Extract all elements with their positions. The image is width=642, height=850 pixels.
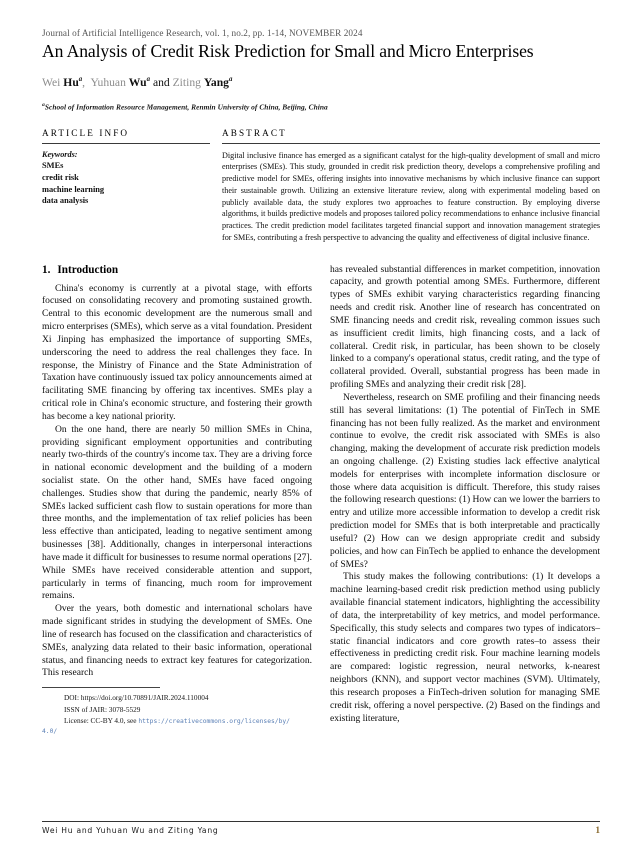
- license-link-continuation[interactable]: 4.0/: [42, 727, 58, 735]
- footnote-block: [42, 687, 312, 736]
- section-heading: [42, 264, 312, 276]
- paragraph: On the one hand, there are nearly 50 million SMEs in China, providing significant employment opportunities and contributing nearly two-thirds of the country's income tax. They are a driving force in national economic development and the building of a modern socialist state. On the other hand, SMEs have faced ongoing challenges. Studies show that during the pandemic, nearly 85% of SMEs lacked sufficient cash flow to sustain operations for more than three months, and the implementation of tax relief policies has been less effective than anticipated, leading to negative sentiment among businesses [38]. Additionally, changes in interpersonal interactions have made it difficult for businesses to resume normal operations [27]. While SMEs have received considerable attention and support, particularly in terms of financing, much room for improvement remains.: [42, 423, 312, 602]
- body-column-right: [330, 264, 600, 736]
- paragraph: has revealed substantial differences in market competition, innovation capacity, and growth potential among SMEs. Furthermore, different types of SMEs exhibit varying characteristics regarding financing needs and credit risk. Another line of research has concentrated on SME financing needs and credit risk, revealing common issues such as insufficient credit limits, high financing costs, and a lack of collateral. Credit risk, in particular, has been shown to be closely linked to a company's operational status, credit rating, and the type of collateral provided. Overall, substantial progress has been made in profiling SMEs and analyzing their credit risk [28].: [330, 263, 600, 391]
- author-list: [42, 76, 600, 89]
- footnote-license: [42, 715, 312, 727]
- paragraph: This study makes the following contributions: (1) It develops a machine learning-based credit risk prediction method using publicly available financial statement indicators, highlighting the accessibility of data, the interpretability of key metrics, and model performance. Specifically, this study selects and compares two types of indicators–static financial indicators and core growth rates–to assess their effectiveness in predicting credit risk. Four machine learning models are compared: logistic regression, neural networks, k-nearest neighbors (KNN), and support vector machines (SVM). Ultimately, this research proposes a FinTech-driven solution for managing SME credit risk, offering a novel perspective. (2) Based on the findings and existing literature,: [330, 571, 600, 724]
- author-separator-1: ,: [82, 76, 86, 90]
- keyword-item: credit risk: [42, 172, 79, 182]
- affiliation: [42, 102, 600, 111]
- footer-rule: [42, 821, 600, 822]
- abstract-label: ABSTRACT: [222, 127, 287, 138]
- footer-row: [42, 826, 600, 836]
- body-columns: [42, 264, 600, 736]
- article-info-column: [42, 128, 222, 244]
- abstract-text: Digital inclusive finance has emerged as a significant catalyst for the high-quality development of small and micro enterprises (SMEs). This study, grounded in credit risk prediction theory, develops a comprehensive profiling and predictive model for SMEs, offering insights into innovative mechanisms by which inclusive finance can support their sustainable growth. Utilizing an extensive literature review, along with experimental modeling based on publicly available data, the study explores two approaches to feature construction. By employing diverse algorithms, it builds predictive models and proposes tailored policy recommendations to enhance inclusive financial practices. The credit prediction model facilitates targeted financial support and innovation management strategies for SMEs, contributing a fresh perspective to advancing the quality and effectiveness of digital inclusive finance.: [222, 150, 600, 242]
- footnote-rule: [42, 687, 160, 688]
- page-title: An Analysis of Credit Risk Prediction for Small and Micro Enterprises: [42, 41, 534, 61]
- paragraph: China's economy is currently at a pivotal stage, with efforts focused on consolidating recovery and promoting sustained growth. Central to this economic development are the numerous small and micro enterprises (SMEs), which serve as a vital foundation. President Xi Jinping has emphasized the importance of supporting SMEs, underscoring the need to address the real challenges they face. In response, the Ministry of Finance and the State Administration of Taxation have continuously issued tax policy announcements aimed at facilitating SME financing by offering tax incentives. SMEs play a critical role in China's economic structure, and fostering their growth has become a key national priority.: [42, 282, 312, 422]
- article-info-label: ARTICLE INFO: [42, 127, 130, 138]
- article-info-rule: [42, 143, 210, 144]
- affiliation-text: School of Information Resource Management, Renmin University of China, Beijing, China: [44, 102, 328, 112]
- keyword-item: data analysis: [42, 196, 89, 206]
- running-authors: Wei Hu and Yuhuan Wu and Ziting Yang: [42, 826, 219, 835]
- author-3-surname: Yang: [203, 76, 229, 90]
- abstract-rule: [222, 143, 600, 144]
- section-title: Introduction: [57, 263, 119, 276]
- paragraph: Nevertheless, research on SME profiling and their financing needs still has several limitations: (1) The potential of FinTech in SME financing has not been fully realized. As the market and environment continue to evolve, the credit risk associated with SMEs is also changing, making the development of accurate risk prediction models an ongoing challenge. (2) Existing studies lack effective analytical models for enterprises with incomplete information disclosure or those where data acquisition is difficult. Therefore, this study raises the following research questions: (1) How can we lower the barriers to entry and utilize more accessible information to develop a credit risk prediction model for SMEs that is both interpretable and practically useful? (2) How can we design appropriate credit and subsidy policies, and how can FinTech be applied to enhance the development of SMEs?: [330, 391, 600, 570]
- author-1-surname: Hu: [63, 76, 79, 90]
- abstract-column: [222, 128, 600, 244]
- affiliation-mark: a: [42, 102, 45, 109]
- footnote-issn: ISSN of JAIR: 3078-5529: [64, 704, 141, 714]
- paragraph: Over the years, both domestic and international scholars have made significant strides in studying the development of SMEs. One line of research has focused on the classification and characteristics of SMEs, analyzing data related to their basic information, operational status, and financing needs to extract key features for categorization. This research: [42, 603, 312, 679]
- keyword-item: SMEs: [42, 160, 64, 170]
- author-3-affiliation-mark: a: [228, 76, 233, 84]
- keywords-title: Keywords:: [42, 149, 78, 159]
- keyword-item: machine learning: [42, 184, 105, 194]
- author-2-given: Yuhuan: [90, 76, 126, 90]
- license-link[interactable]: https://creativecommons.org/licenses/by/: [138, 717, 290, 725]
- page-footer: [42, 821, 600, 836]
- info-abstract-band: [42, 128, 600, 244]
- section-number: 1.: [42, 263, 51, 276]
- keywords-list: [42, 160, 210, 208]
- author-2-surname: Wu: [128, 76, 147, 90]
- author-1-affiliation-mark: a: [78, 76, 83, 84]
- page-number: 1: [595, 826, 600, 836]
- author-1-given: Wei: [42, 76, 61, 90]
- author-conjunction: and: [152, 76, 170, 90]
- journal-reference: Journal of Artificial Intelligence Research, vol. 1, no.2, pp. 1-14, NOVEMBER 2024: [42, 28, 363, 38]
- license-label: License: CC-BY 4.0, see: [64, 715, 137, 725]
- footnote-doi: DOI: https://doi.org/10.70891/JAIR.2024.110004: [64, 693, 209, 703]
- author-2-affiliation-mark: a: [146, 76, 151, 84]
- body-column-left: [42, 264, 312, 736]
- author-3-given: Ziting: [172, 76, 201, 90]
